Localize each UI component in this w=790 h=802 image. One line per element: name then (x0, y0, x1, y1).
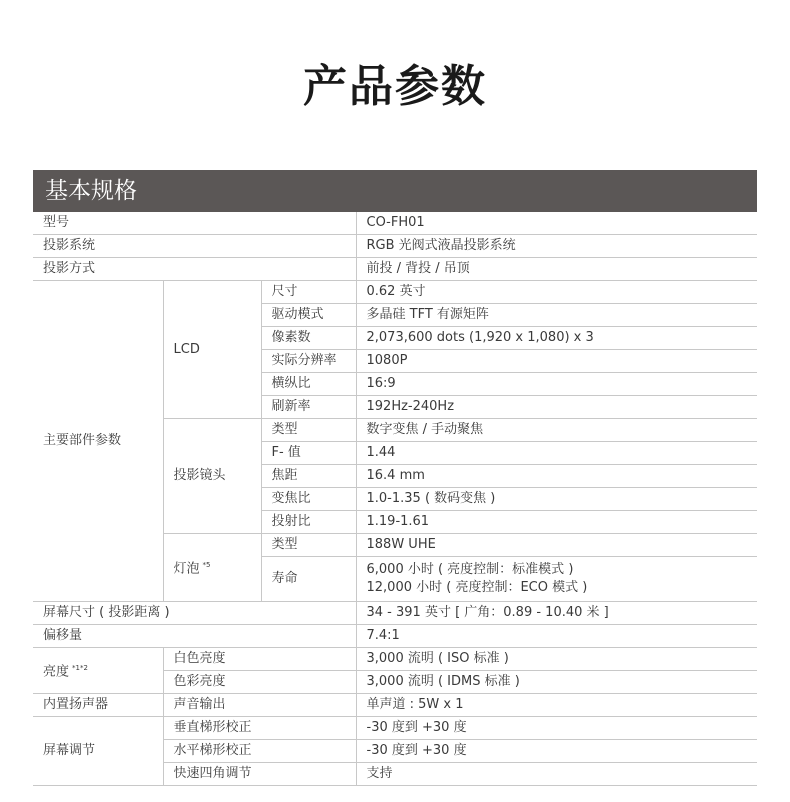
row-label: 偏移量 (33, 625, 356, 648)
group-label-lens: 投影镜头 (163, 419, 261, 534)
row-label: 型号 (33, 212, 356, 235)
row-value: 3,000 流明 ( ISO 标准 ) (356, 648, 757, 671)
page-title: 产品参数 (303, 61, 487, 112)
row-label: 横纵比 (261, 373, 356, 396)
row-value: 2,073,600 dots (1,920 x 1,080) x 3 (356, 327, 757, 350)
group-label-lamp (163, 534, 261, 602)
table-row (33, 235, 757, 258)
row-value: 前投 / 背投 / 吊顶 (356, 258, 757, 281)
row-label: 寿命 (261, 557, 356, 602)
value-line: 6,000 小时 ( 亮度控制：标准模式 ) (366, 562, 574, 577)
row-value (356, 557, 757, 602)
group-label-main-parts: 主要部件参数 (33, 281, 163, 602)
row-value: -30 度到 +30 度 (356, 717, 757, 740)
group-label-screen-adjust: 屏幕调节 (33, 717, 163, 786)
row-label: 水平梯形校正 (163, 740, 356, 763)
row-value: 1.0-1.35 ( 数码变焦 ) (356, 488, 757, 511)
row-label: 驱动模式 (261, 304, 356, 327)
row-value: 多晶硅 TFT 有源矩阵 (356, 304, 757, 327)
row-value: 1.44 (356, 442, 757, 465)
table-row (33, 717, 757, 740)
table-row (33, 694, 757, 717)
row-value: CO-FH01 (356, 212, 757, 235)
row-value: 1080P (356, 350, 757, 373)
row-label: 类型 (261, 419, 356, 442)
group-label-lcd: LCD (163, 281, 261, 419)
row-label: 屏幕尺寸 ( 投影距离 ) (33, 602, 356, 625)
row-value: 188W UHE (356, 534, 757, 557)
row-label: 尺寸 (261, 281, 356, 304)
row-label: 快速四角调节 (163, 763, 356, 786)
table-row (33, 648, 757, 671)
row-value: 支持 (356, 763, 757, 786)
row-label: 像素数 (261, 327, 356, 350)
footnote-mark: *5 (202, 561, 211, 570)
row-value: 34 - 391 英寸 [ 广角：0.89 - 10.40 米 ] (356, 602, 757, 625)
row-label: 色彩亮度 (163, 671, 356, 694)
table-row (33, 281, 757, 304)
lamp-label: 灯泡 (173, 561, 200, 577)
row-label: 刷新率 (261, 396, 356, 419)
row-label: 声音输出 (163, 694, 356, 717)
row-value: 单声道 : 5W x 1 (356, 694, 757, 717)
row-value: 7.4:1 (356, 625, 757, 648)
group-label-brightness (33, 648, 163, 694)
value-line: 12,000 小时 ( 亮度控制：ECO 模式 ) (366, 580, 588, 595)
row-label: 实际分辨率 (261, 350, 356, 373)
row-value: 192Hz-240Hz (356, 396, 757, 419)
row-value: RGB 光阀式液晶投影系统 (356, 235, 757, 258)
table-row (33, 602, 757, 625)
row-value: 数字变焦 / 手动聚焦 (356, 419, 757, 442)
table-row (33, 258, 757, 281)
group-label-speaker: 内置扬声器 (33, 694, 163, 717)
row-label: 垂直梯形校正 (163, 717, 356, 740)
row-label: 变焦比 (261, 488, 356, 511)
row-value: 16:9 (356, 373, 757, 396)
row-label: 类型 (261, 534, 356, 557)
table-row (33, 212, 757, 235)
row-label: 焦距 (261, 465, 356, 488)
table-row (33, 625, 757, 648)
footnote-mark: *1*2 (72, 664, 88, 673)
row-label: 投影方式 (33, 258, 356, 281)
row-label: 白色亮度 (163, 648, 356, 671)
row-label: F- 值 (261, 442, 356, 465)
row-label: 投影系统 (33, 235, 356, 258)
row-value: 16.4 mm (356, 465, 757, 488)
row-value: 3,000 流明 ( IDMS 标准 ) (356, 671, 757, 694)
row-value: 1.19-1.61 (356, 511, 757, 534)
row-value: -30 度到 +30 度 (356, 740, 757, 763)
section-header: 基本规格 (33, 170, 757, 212)
row-value: 0.62 英寸 (356, 281, 757, 304)
spec-table (33, 212, 757, 786)
row-label: 投射比 (261, 511, 356, 534)
brightness-label: 亮度 (43, 664, 70, 680)
